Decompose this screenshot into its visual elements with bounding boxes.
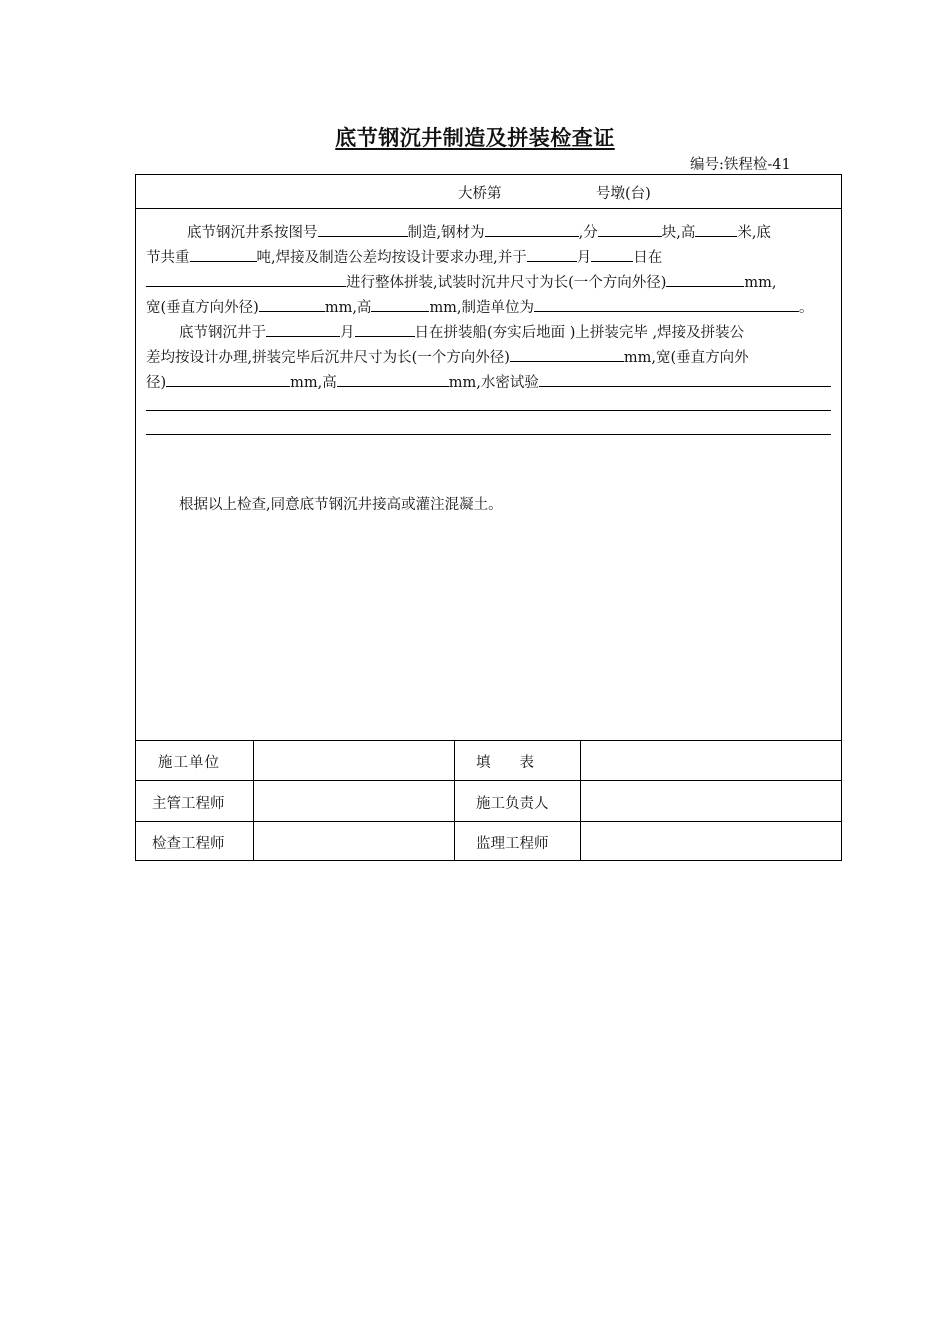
construction-unit-field[interactable]: [254, 741, 454, 780]
assembly-month-blank[interactable]: [266, 322, 340, 337]
conclusion-text: 根据以上检查,同意底节钢沉井接高或灌注混凝土。: [179, 497, 503, 513]
watertight-test-blank[interactable]: [539, 372, 831, 387]
pieces-blank[interactable]: [598, 222, 662, 237]
height2-blank[interactable]: [371, 297, 429, 312]
chief-engineer-field[interactable]: [254, 781, 454, 821]
body-line-6: 差均按设计办理,拼装完毕后沉井尺寸为长(一个方向外径) mm,宽(垂直方向外: [146, 346, 749, 367]
construction-unit-label: 施工单位: [158, 755, 220, 771]
location-blank[interactable]: [146, 272, 346, 287]
month-blank[interactable]: [527, 247, 577, 262]
document-title: 底节钢沉井制造及拼装检查证: [335, 126, 615, 150]
construction-lead-field[interactable]: [581, 781, 841, 821]
supervision-engineer-field[interactable]: [581, 822, 841, 861]
height-blank[interactable]: [695, 222, 737, 237]
inspection-engineer-field[interactable]: [254, 822, 454, 861]
body-line-2: 节共重 吨,焊接及制造公差均按设计要求办理,并于 月 日在: [146, 246, 662, 267]
length-blank[interactable]: [666, 272, 744, 287]
header-divider: [136, 208, 841, 209]
inspection-engineer-label: 检查工程师: [152, 836, 225, 852]
steel-blank[interactable]: [485, 222, 579, 237]
body-line-4: 宽(垂直方向外径) mm,高 mm,制造单位为 。: [146, 296, 814, 317]
width-blank[interactable]: [259, 297, 325, 312]
pier-label: 号墩(台): [596, 186, 651, 202]
bridge-label: 大桥第: [458, 186, 502, 202]
body-line-7: 径) mm,高 mm,水密试验: [146, 371, 831, 392]
final-height-blank[interactable]: [337, 372, 449, 387]
inspection-form: [135, 174, 842, 861]
form-code: 编号:铁程检-41: [690, 157, 791, 173]
final-width-blank[interactable]: [166, 372, 290, 387]
header-row: [136, 175, 841, 208]
assembly-day-blank[interactable]: [355, 322, 415, 337]
watertight-test-line-3[interactable]: [146, 434, 831, 435]
construction-lead-label: 施工负责人: [476, 796, 549, 812]
filler-label: 填 表: [476, 755, 534, 771]
weight-blank[interactable]: [190, 247, 257, 262]
day-blank[interactable]: [591, 247, 633, 262]
final-length-blank[interactable]: [510, 347, 624, 362]
drawing-no-blank[interactable]: [318, 222, 408, 237]
body-line-5: 底节钢沉井于 月 日在拼装船(夯实后地面 )上拼装完毕 ,焊接及拼装公: [179, 321, 744, 342]
body-line-1: 底节钢沉井系按图号 制造,钢材为 ,分 块,高 米,底: [187, 221, 771, 242]
supervision-engineer-label: 监理工程师: [476, 836, 549, 852]
manufacturer-blank[interactable]: [534, 297, 799, 312]
body-line-3: 进行整体拼装,试装时沉井尺寸为长(一个方向外径) mm,: [146, 271, 777, 292]
watertight-test-line-2[interactable]: [146, 410, 831, 411]
filler-field[interactable]: [581, 741, 841, 780]
chief-engineer-label: 主管工程师: [152, 796, 225, 812]
grid-col-divider-2: [454, 740, 455, 861]
